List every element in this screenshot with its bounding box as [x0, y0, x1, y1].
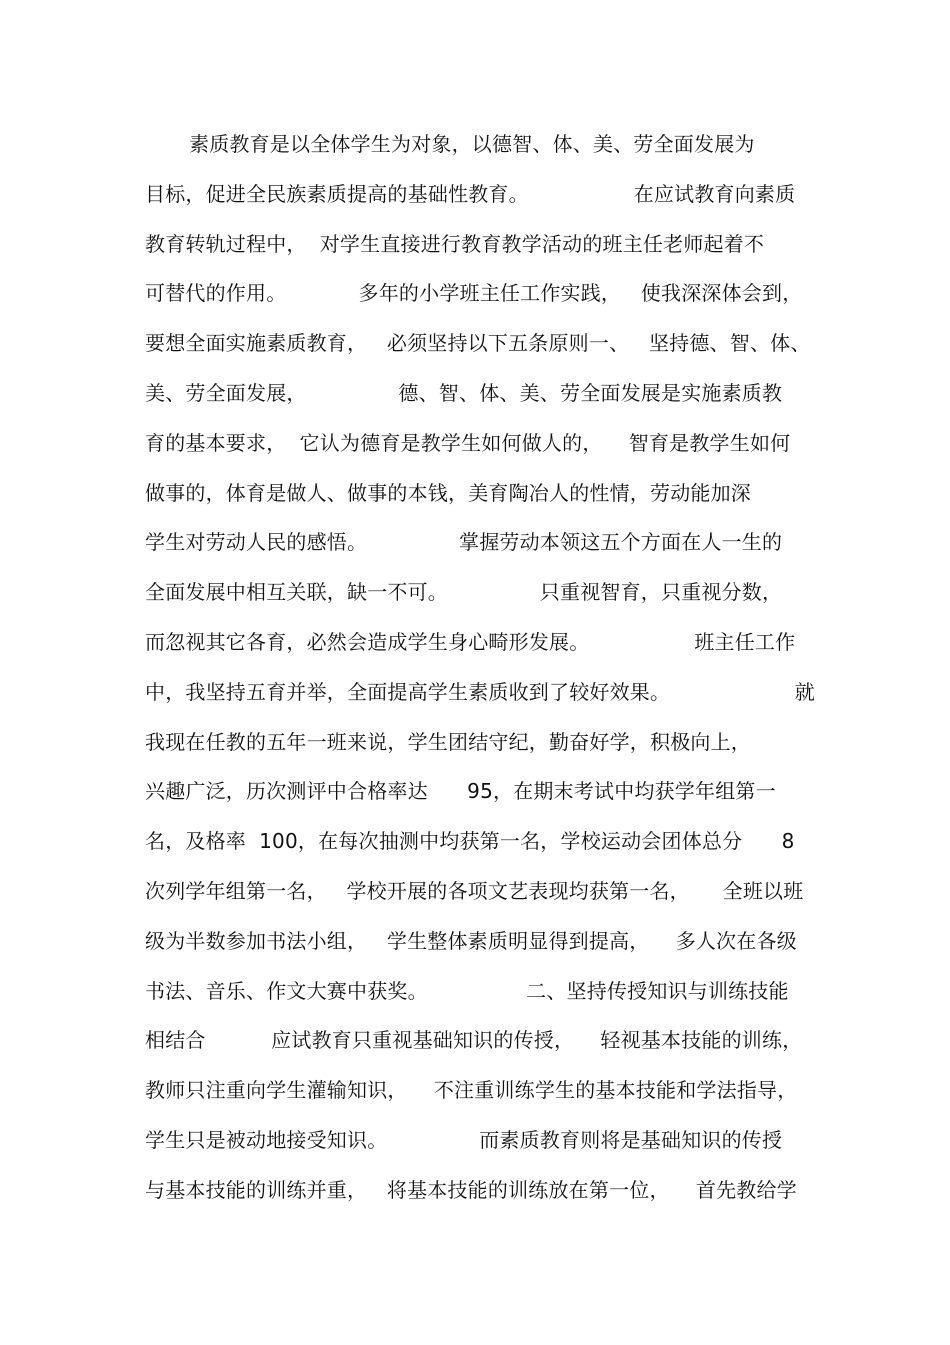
text-line: 相结合 应试教育只重视基础知识的传授， 轻视基本技能的训练，	[145, 1028, 803, 1053]
text-line: 要想全面实施素质教育， 必须坚持以下五条原则一、 坚持德、智、体、	[145, 331, 811, 356]
text-line: 书法、音乐、作文大赛中获奖。 二、坚持传授知识与训练技能	[145, 978, 789, 1003]
text-line: 我现在任教的五年一班来说，学生团结守纪，勤奋好学，积极向上，	[145, 729, 751, 754]
body-paragraph	[145, 120, 825, 1216]
text-line: 目标，促进全民族素质提高的基础性教育。 在应试教育向素质	[145, 181, 796, 206]
text-line: 教师只注重向学生灌输知识， 不注重训练学生的基本技能和学法指导，	[145, 1078, 798, 1103]
text-line: 级为半数参加书法小组， 学生整体素质明显得到提高， 多人次在各级	[145, 928, 797, 953]
text-line: 教育转轨过程中， 对学生直接进行教育教学活动的班主任老师起着不	[145, 231, 765, 256]
text-line: 学生只是被动地接受知识。 而素质教育则将是基础知识的传授	[145, 1127, 783, 1152]
text-line: 而忽视其它各育，必然会造成学生身心畸形发展。 班主任工作	[145, 629, 796, 654]
text-line: 全面发展中相互关联，缺一不可。 只重视智育，只重视分数，	[145, 580, 783, 605]
text-line: 素质教育是以全体学生为对象，以德智、体、美、劳全面发展为	[189, 132, 755, 156]
text-line: 学生对劳动人民的感悟。 掌握劳动本领这五个方面在人一生的	[145, 530, 783, 555]
text-line: 兴趣广泛，历次测评中合格率达 95，在期末考试中均获学年组第一	[145, 779, 776, 804]
text-line: 育的基本要求， 它认为德育是教学生如何做人的， 智育是教学生如何	[145, 430, 791, 455]
text-line: 与基本技能的训练并重， 将基本技能的训练放在第一位， 首先教给学	[145, 1177, 797, 1202]
text-line: 可替代的作用。 多年的小学班主任工作实践， 使我深深体会到，	[145, 281, 803, 306]
text-line: 名，及格率 100，在每次抽测中均获第一名，学校运动会团体总分 8	[145, 829, 795, 854]
text-line: 中，我坚持五育并举，全面提高学生素质收到了较好效果。 就	[145, 679, 815, 704]
text-line: 美、劳全面发展， 德、智、体、美、劳全面发展是实施素质教	[145, 380, 783, 405]
text-line: 做事的，体育是做人、做事的本钱，美育陶冶人的性情，劳动能加深	[145, 480, 751, 505]
text-line: 次列学年组第一名， 学校开展的各项文艺表现均获第一名， 全班以班	[145, 878, 804, 903]
